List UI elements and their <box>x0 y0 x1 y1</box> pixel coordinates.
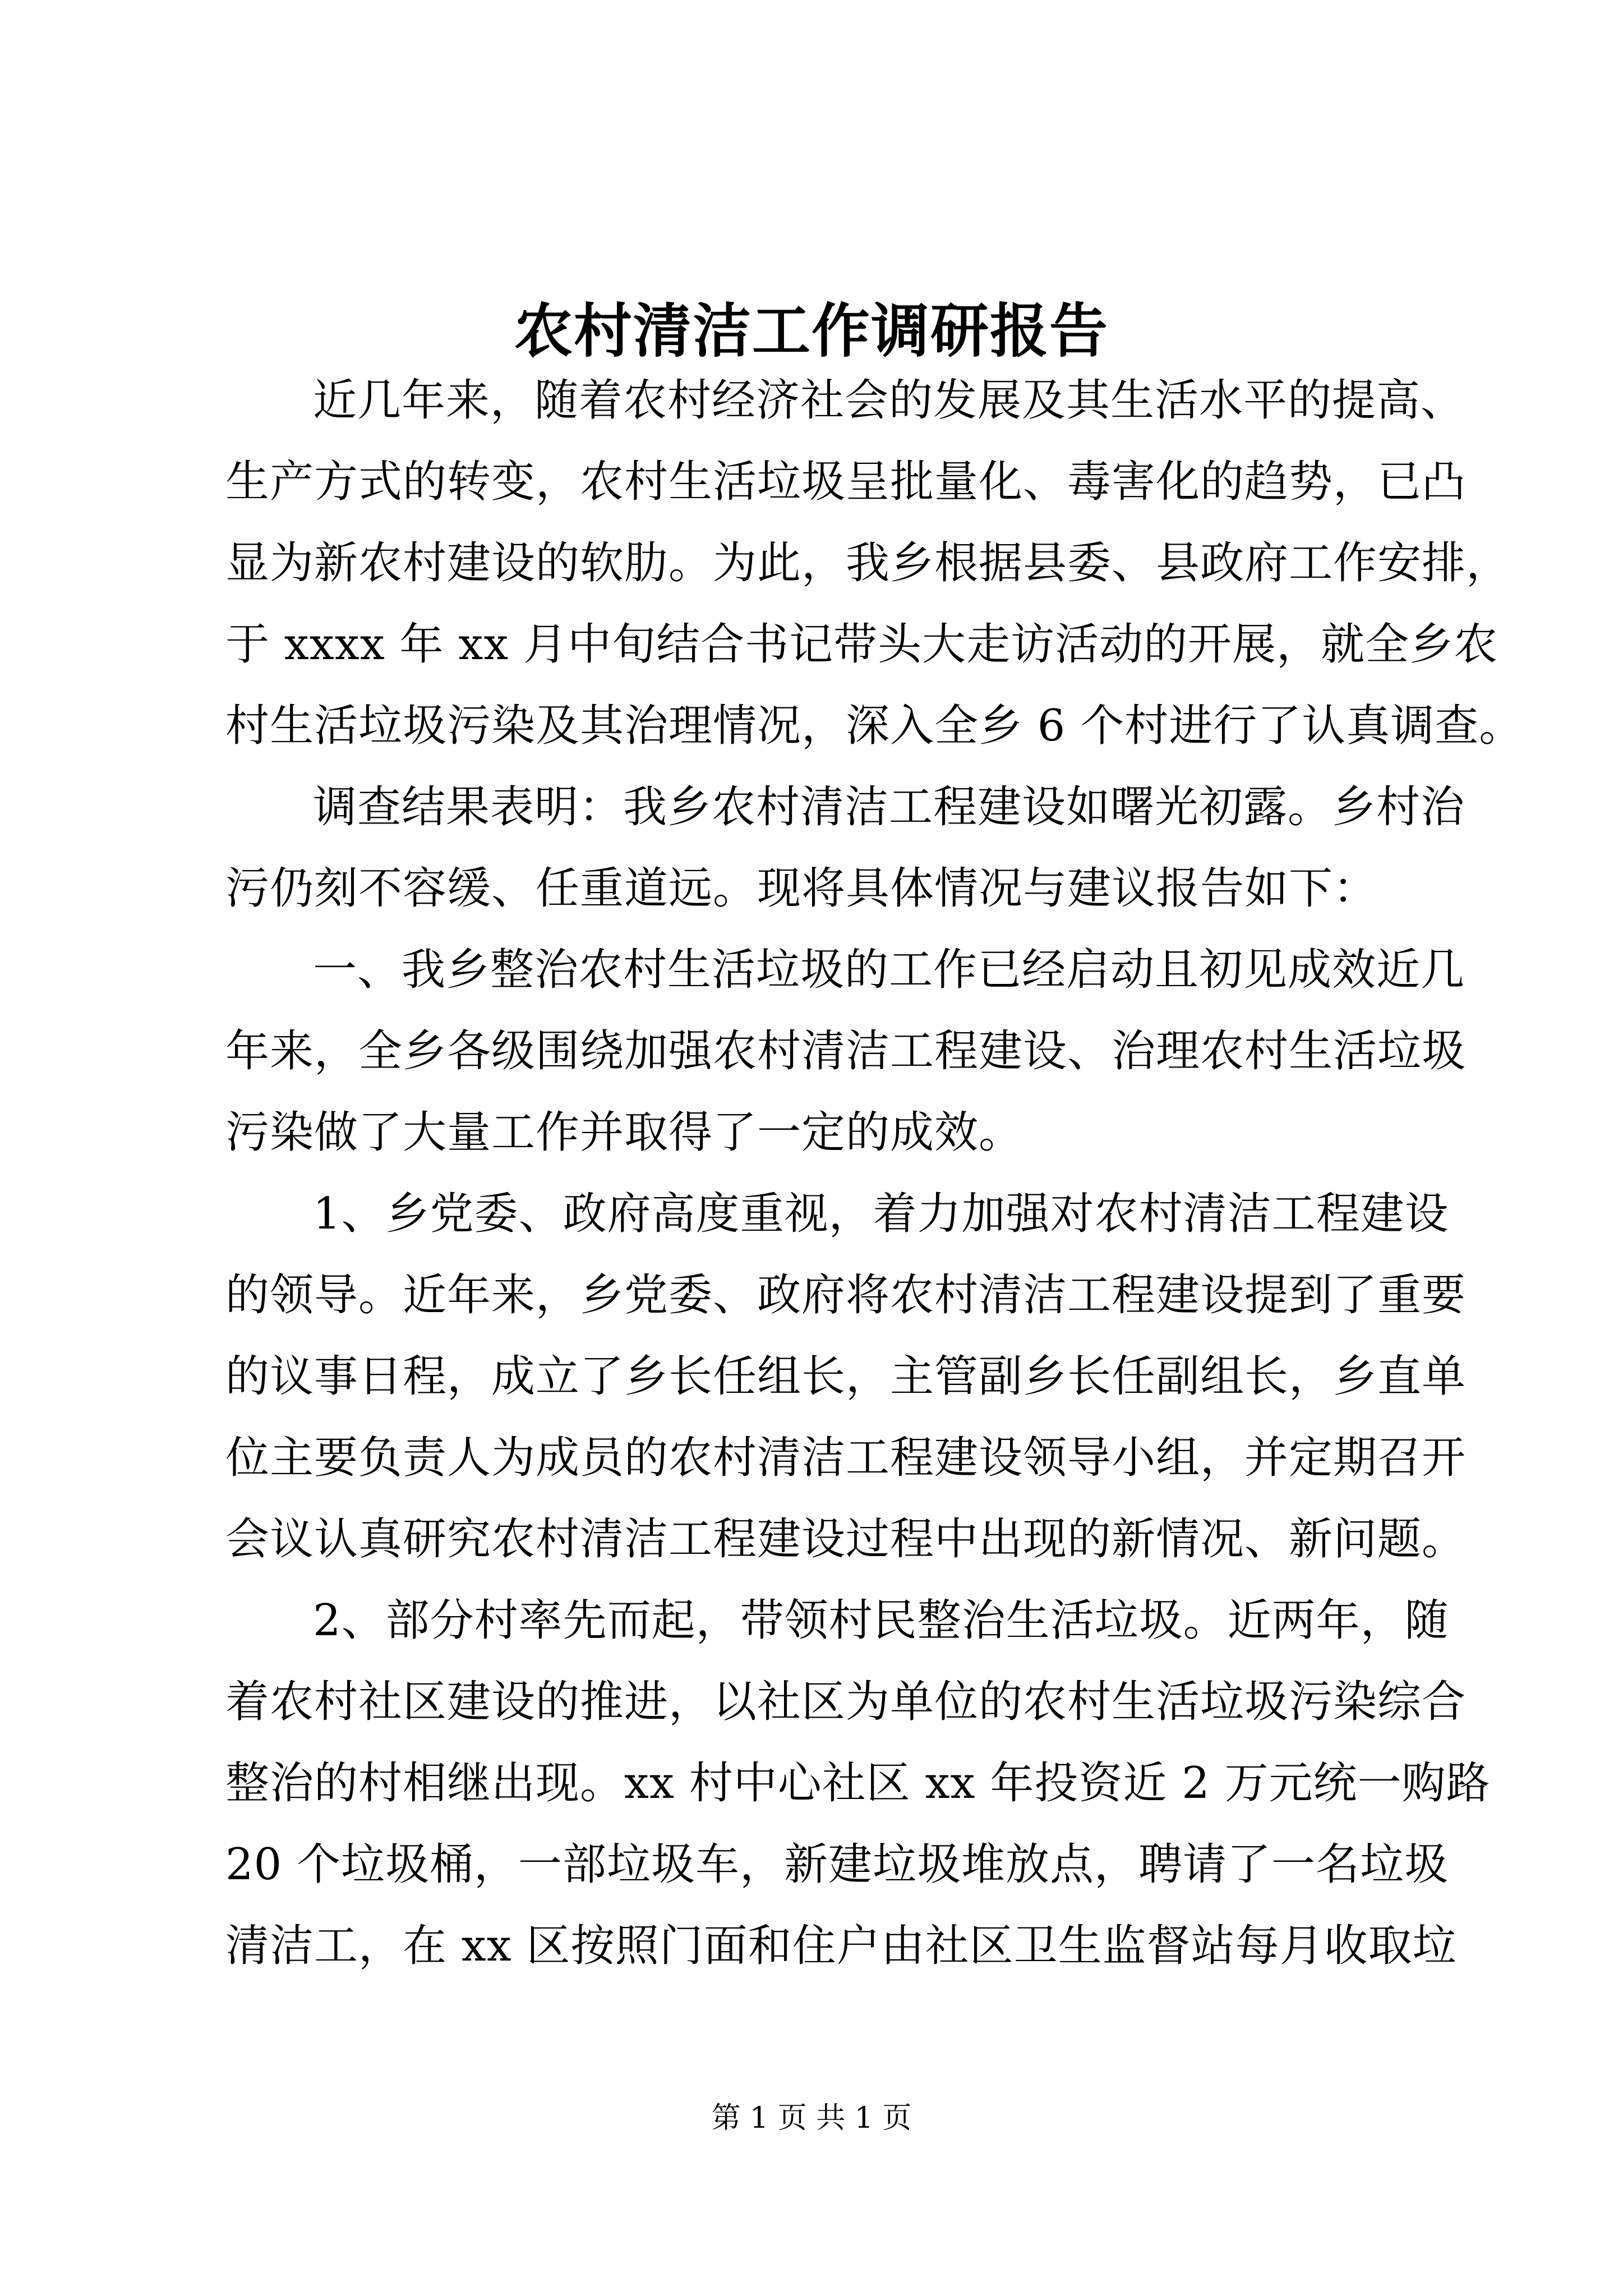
paragraph-line: 位主要负责人为成员的农村清洁工程建设领导小组，并定期召开 <box>225 1433 1467 1483</box>
paragraph-line: 年来，全乡各级围绕加强农村清洁工程建设、治理农村生活垃圾 <box>225 1026 1467 1076</box>
paragraph-line: 2、部分村率先而起，带领村民整治生活垃圾。近两年，随 <box>313 1595 1449 1646</box>
paragraph-line: 会议认真研究农村清洁工程建设过程中出现的新情况、新问题。 <box>225 1514 1467 1565</box>
paragraph-line: 1、乡党委、政府高度重视，着力加强对农村清洁工程建设 <box>313 1189 1449 1239</box>
paragraph-line: 生产方式的转变，农村生活垃圾呈批量化、毒害化的趋势，已凸 <box>225 457 1467 507</box>
paragraph-line: 着农村社区建设的推进，以社区为单位的农村生活垃圾污染综合 <box>225 1677 1467 1727</box>
paragraph-line: 村生活垃圾污染及其治理情况，深入全乡 6 个村进行了认真调查。 <box>225 701 1524 751</box>
paragraph-line: 的议事日程，成立了乡长任组长，主管副乡长任副组长，乡直单 <box>225 1351 1467 1402</box>
paragraph-item-one <box>225 1174 1467 1580</box>
paragraph-line: 的领导。近年来，乡党委、政府将农村清洁工程建设提到了重要 <box>225 1270 1467 1320</box>
paragraph-line: 调查结果表明：我乡农村清洁工程建设如曙光初露。乡村治 <box>313 782 1465 832</box>
paragraph-line: 污仍刻不容缓、任重道远。现将具体情况与建议报告如下： <box>225 863 1378 914</box>
paragraph-survey-result <box>225 767 1465 930</box>
paragraph-line: 显为新农村建设的软肋。为此，我乡根据县委、县政府工作安排， <box>225 538 1511 588</box>
paragraph-line: 近几年来，随着农村经济社会的发展及其生活水平的提高、 <box>313 375 1465 426</box>
paragraph-section-one <box>225 930 1467 1174</box>
page-footer: 第 1 页 共 1 页 <box>711 2101 912 2135</box>
paragraph-line: 污染做了大量工作并取得了一定的成效。 <box>225 1107 1023 1158</box>
document-title: 农村清洁工作调研报告 <box>514 296 1109 365</box>
paragraph-line: 20 个垃圾桶，一部垃圾车，新建垃圾堆放点，聘请了一名垃圾 <box>225 1839 1449 1890</box>
document-body <box>225 360 1524 1987</box>
paragraph-line: 整治的村相继出现。xx 村中心社区 xx 年投资近 2 万元统一购路 <box>225 1758 1491 1809</box>
paragraph-line: 一、我乡整治农村生活垃圾的工作已经启动且初见成效近几 <box>313 945 1465 995</box>
paragraph-item-two <box>225 1580 1491 1987</box>
paragraph-line: 于 xxxx 年 xx 月中旬结合书记带头大走访活动的开展，就全乡农 <box>225 619 1498 670</box>
paragraph-intro <box>225 360 1524 767</box>
paragraph-line: 清洁工，在 xx 区按照门面和住户由社区卫生监督站每月收取垃 <box>225 1921 1457 1971</box>
